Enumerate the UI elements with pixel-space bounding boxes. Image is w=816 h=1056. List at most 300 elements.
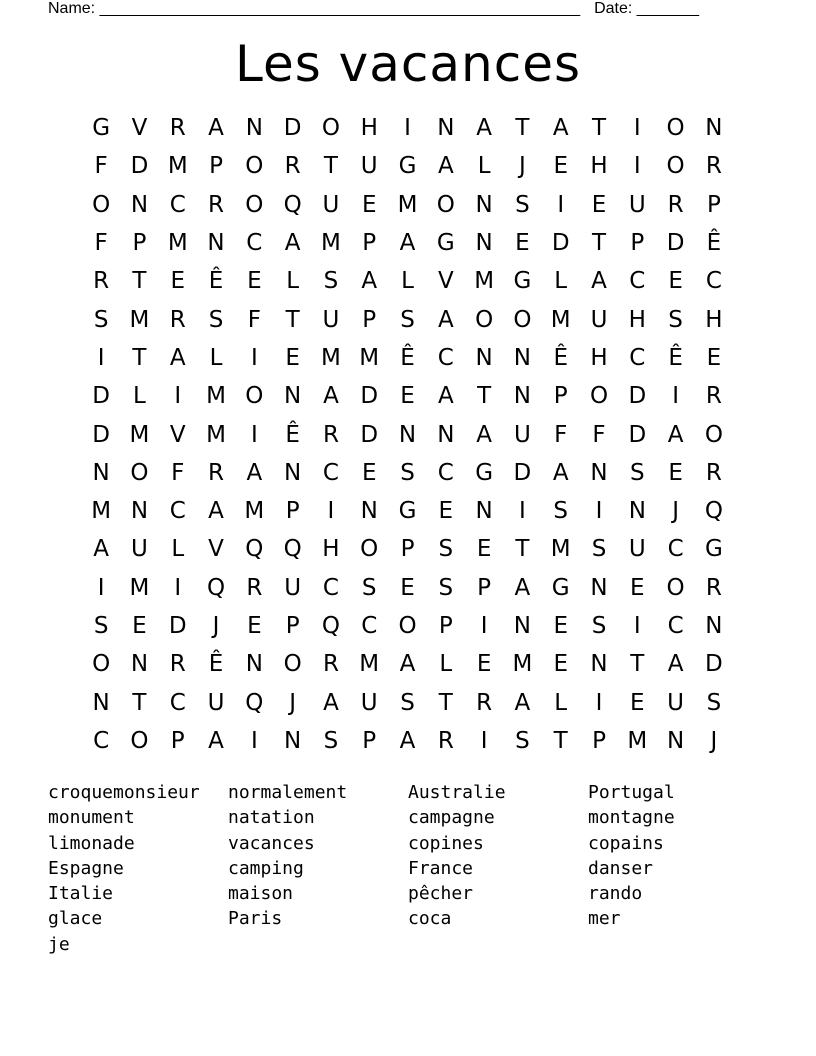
grid-letter: U <box>667 689 685 716</box>
header <box>48 0 699 18</box>
grid-letter: G <box>704 536 723 563</box>
grid-letter: R <box>476 689 493 716</box>
grid-letter: A <box>284 230 301 257</box>
grid-letter: U <box>131 536 148 563</box>
grid-letter: O <box>130 459 149 486</box>
grid-letter: Ê <box>285 421 300 448</box>
word-list-item: monument <box>48 807 135 829</box>
grid-letter: P <box>209 153 223 180</box>
grid-letter: O <box>130 727 149 754</box>
word-list-item: montagne <box>588 807 675 829</box>
grid-letter: A <box>93 536 110 563</box>
grid-letter: N <box>513 613 532 639</box>
grid-letter: T <box>553 727 568 754</box>
grid-letter: N <box>590 459 608 486</box>
grid-letter: N <box>284 727 302 754</box>
grid-letter: M <box>397 191 418 218</box>
grid-letter: U <box>284 574 302 601</box>
grid-letter: P <box>285 613 300 639</box>
grid-letter: D <box>283 115 302 142</box>
grid-letter: N <box>130 191 149 218</box>
grid-letter: A <box>514 689 531 716</box>
word-list-item: Espagne <box>48 857 124 879</box>
grid-letter: S <box>93 306 109 333</box>
grid-letter: L <box>477 153 491 180</box>
grid-letter: U <box>322 191 340 218</box>
grid-letter: H <box>322 536 340 563</box>
grid-letter: Ê <box>208 651 224 678</box>
grid-letter: R <box>322 651 339 678</box>
grid-letter: R <box>322 421 339 448</box>
grid-letter: E <box>668 268 683 295</box>
word-list-item: vacances <box>228 832 315 854</box>
grid-letter: A <box>476 421 492 448</box>
grid-letter: U <box>590 306 608 333</box>
grid-letter: N <box>513 344 532 371</box>
grid-letter: R <box>705 383 722 410</box>
page-title: Les vacances <box>234 35 582 93</box>
grid-letter: S <box>706 689 722 716</box>
grid-letter: Q <box>704 498 723 525</box>
grid-letter: E <box>476 536 492 563</box>
grid-letter: U <box>322 306 340 333</box>
grid-letter: C <box>629 268 646 295</box>
grid-letter: R <box>667 191 684 218</box>
grid-letter: A <box>208 115 224 142</box>
grid-letter: P <box>132 230 147 257</box>
grid-letter: E <box>553 613 568 639</box>
grid-letter: E <box>361 191 377 218</box>
grid-letter: G <box>513 268 532 295</box>
grid-letter: C <box>169 498 186 525</box>
grid-letter: N <box>92 459 110 486</box>
grid-letter: P <box>400 536 415 563</box>
grid-letter: V <box>131 115 148 142</box>
grid-letter: H <box>705 306 723 333</box>
grid-letter: S <box>400 459 415 486</box>
grid-letter: E <box>361 459 377 486</box>
grid-letter: E <box>170 268 186 295</box>
grid-letter: S <box>400 306 415 333</box>
grid-letter: M <box>627 727 648 754</box>
grid-letter: C <box>246 230 263 257</box>
grid-letter: M <box>550 306 571 333</box>
grid-letter: T <box>323 153 338 180</box>
grid-letter: Q <box>206 574 226 601</box>
grid-letter: A <box>476 115 492 142</box>
grid-letter: H <box>590 344 608 371</box>
grid-letter: G <box>436 230 455 257</box>
grid-letter: L <box>401 268 414 295</box>
grid-letter: M <box>512 651 533 678</box>
grid-letter: L <box>286 268 300 295</box>
grid-letter: N <box>437 115 455 142</box>
grid-letter: P <box>630 230 645 257</box>
grid-letter: S <box>630 459 645 486</box>
grid-letter: A <box>437 306 454 333</box>
grid-letter: I <box>633 115 641 142</box>
grid-letter: U <box>513 421 531 448</box>
grid-letter: E <box>400 383 415 410</box>
grid-letter: A <box>208 727 224 754</box>
grid-letter: G <box>398 153 417 180</box>
grid-letter: J <box>289 689 297 716</box>
grid-letter: D <box>360 421 379 448</box>
grid-letter: S <box>93 613 109 639</box>
word-list-item: Portugal <box>588 782 675 803</box>
grid-letter: M <box>129 574 150 601</box>
grid-letter: T <box>591 115 607 142</box>
grid-letter: N <box>245 115 263 142</box>
grid-letter: U <box>207 689 225 716</box>
grid-letter: L <box>171 536 185 563</box>
grid-letter: M <box>359 344 380 371</box>
grid-letter: C <box>667 613 684 639</box>
grid-letter: P <box>285 498 300 525</box>
grid-letter: S <box>591 536 607 563</box>
word-list-item: croquemonsieur <box>48 782 200 803</box>
grid-letter: S <box>400 689 415 716</box>
grid-letter: F <box>171 459 185 486</box>
word-list-item: maison <box>228 883 294 905</box>
grid-letter: L <box>209 344 223 371</box>
grid-letter: A <box>208 498 224 525</box>
grid-letter: N <box>590 651 608 678</box>
grid-letter: N <box>628 498 646 525</box>
grid-letter: N <box>475 191 493 218</box>
grid-letter: N <box>398 421 417 448</box>
grid-letter: N <box>130 498 149 525</box>
grid-letter: A <box>361 268 378 295</box>
grid-letter: R <box>169 306 186 333</box>
grid-letter: F <box>94 153 108 180</box>
grid-letter: V <box>208 536 224 563</box>
word-list-item: natation <box>228 807 315 829</box>
grid-letter: H <box>360 115 378 142</box>
grid-letter: P <box>706 191 721 218</box>
grid-letter: D <box>513 459 532 486</box>
grid-letter: T <box>515 115 530 142</box>
grid-letter: Q <box>283 536 302 563</box>
grid-letter: T <box>477 383 492 410</box>
grid-letter: R <box>705 153 722 180</box>
grid-letter: I <box>595 689 603 716</box>
grid-letter: L <box>133 383 146 410</box>
grid-letter: R <box>437 727 454 754</box>
grid-letter: D <box>666 230 685 257</box>
grid-letter: P <box>362 306 377 333</box>
grid-letter: A <box>591 268 607 295</box>
grid-letter: Ê <box>668 344 683 371</box>
grid-letter: O <box>513 306 532 333</box>
grid-letter: O <box>589 383 609 410</box>
grid-letter: I <box>480 613 488 639</box>
grid-letter: C <box>361 613 378 639</box>
grid-letter: G <box>551 574 570 601</box>
grid-letter: R <box>705 574 722 601</box>
grid-letter: N <box>475 344 493 371</box>
grid-letter: N <box>207 230 225 257</box>
grid-letter: I <box>250 421 258 448</box>
grid-letter: C <box>437 459 454 486</box>
grid-letter: S <box>591 613 607 639</box>
grid-letter: U <box>628 536 646 563</box>
grid-letter: A <box>399 727 416 754</box>
grid-letter: A <box>323 383 339 410</box>
grid-letter: M <box>206 383 226 410</box>
grid-letter: E <box>553 153 568 180</box>
grid-letter: M <box>550 536 571 563</box>
grid-letter: R <box>208 191 225 218</box>
word-list-item: camping <box>228 857 304 879</box>
grid-letter: E <box>591 191 607 218</box>
grid-letter: E <box>400 574 415 601</box>
word-list-item: coca <box>408 908 452 930</box>
grid-letter: A <box>169 344 186 371</box>
word-list-item: normalement <box>228 782 348 803</box>
grid-letter: E <box>515 230 530 257</box>
date-field: Date: _______ <box>594 0 700 17</box>
grid-letter: E <box>438 498 454 525</box>
grid-letter: V <box>169 421 186 448</box>
grid-letter: T <box>630 651 645 678</box>
grid-letter: R <box>208 459 225 486</box>
grid-letter: T <box>132 344 147 371</box>
word-list-item: pêcher <box>408 883 474 905</box>
grid-letter: U <box>628 191 646 218</box>
grid-letter: D <box>551 230 570 257</box>
grid-letter: I <box>672 383 679 410</box>
grid-letter: E <box>247 613 262 639</box>
grid-letter: N <box>130 651 149 678</box>
grid-letter: J <box>519 153 526 180</box>
grid-letter: O <box>321 115 340 142</box>
grid-letter: T <box>132 268 147 295</box>
grid-letter: N <box>475 498 493 525</box>
grid-letter: E <box>476 651 492 678</box>
grid-letter: M <box>129 421 150 448</box>
grid-letter: F <box>554 421 568 448</box>
grid-letter: R <box>93 268 110 295</box>
grid-letter: M <box>129 306 150 333</box>
grid-letter: P <box>362 727 377 754</box>
grid-letter: I <box>97 574 105 601</box>
grid-letter: P <box>362 230 377 257</box>
grid-letter: T <box>285 306 300 333</box>
grid-letter: Q <box>245 689 264 716</box>
grid-letter: T <box>132 689 147 716</box>
grid-letter: A <box>552 459 569 486</box>
word-list-item: rando <box>588 883 643 905</box>
grid-letter: F <box>247 306 261 333</box>
grid-letter: O <box>245 153 264 180</box>
grid-letter: E <box>132 613 147 639</box>
grid-letter: L <box>554 689 568 716</box>
grid-letter: L <box>439 651 453 678</box>
grid-letter: U <box>360 153 378 180</box>
grid-letter: S <box>323 268 339 295</box>
grid-letter: D <box>92 421 110 448</box>
word-list-item: copains <box>588 832 664 854</box>
grid-letter: N <box>705 115 723 142</box>
word-list-item: je <box>48 933 70 955</box>
name-field: Name: ______________________________________________________ <box>48 0 581 17</box>
grid-letter: G <box>92 115 111 142</box>
grid-letter: N <box>92 689 110 716</box>
grid-letter: E <box>247 268 262 295</box>
grid-letter: M <box>474 268 495 295</box>
grid-letter: Q <box>245 536 264 563</box>
grid-letter: I <box>327 498 335 525</box>
grid-letter: G <box>475 459 494 486</box>
grid-letter: N <box>284 383 302 410</box>
grid-letter: L <box>554 268 568 295</box>
grid-letter: J <box>710 727 718 754</box>
grid-letter: E <box>630 574 645 601</box>
grid-letter: P <box>170 727 185 754</box>
grid-letter: E <box>668 459 683 486</box>
grid-letter: C <box>437 344 454 371</box>
word-list-item: danser <box>588 857 654 879</box>
grid-letter: S <box>361 574 377 601</box>
grid-letter: P <box>438 613 453 639</box>
grid-letter: O <box>666 115 685 142</box>
grid-letter: I <box>519 498 526 525</box>
grid-letter: P <box>477 574 492 601</box>
grid-letter: C <box>667 536 684 563</box>
grid-letter: D <box>628 383 647 410</box>
grid-letter: C <box>93 727 110 754</box>
grid-letter: I <box>404 115 411 142</box>
grid-letter: M <box>359 651 380 678</box>
grid-letter: C <box>169 689 186 716</box>
grid-letter: O <box>475 306 494 333</box>
grid-letter: N <box>666 727 685 754</box>
word-list-item: mer <box>588 908 621 930</box>
grid-letter: A <box>514 574 531 601</box>
grid-letter: S <box>438 574 454 601</box>
grid-letter: O <box>436 191 455 218</box>
grid-letter: C <box>169 191 186 218</box>
grid-letter: O <box>360 536 379 563</box>
grid-letter: Ê <box>706 230 722 257</box>
grid-letter: Q <box>283 191 302 218</box>
grid-letter: T <box>515 536 530 563</box>
grid-letter: I <box>633 153 641 180</box>
grid-letter: E <box>706 344 722 371</box>
grid-letter: I <box>97 344 105 371</box>
grid-letter: N <box>705 613 723 639</box>
grid-letter: O <box>666 574 685 601</box>
grid-letter: I <box>174 574 182 601</box>
grid-letter: C <box>322 574 339 601</box>
grid-letter: M <box>167 230 188 257</box>
grid-letter: S <box>438 536 454 563</box>
grid-letter: D <box>130 153 149 180</box>
grid-letter: A <box>552 115 569 142</box>
grid-letter: A <box>437 383 454 410</box>
grid-letter: Ê <box>400 344 415 371</box>
grid-letter: C <box>705 268 722 295</box>
grid-letter: O <box>245 383 264 410</box>
grid-letter: M <box>244 498 265 525</box>
grid-letter: A <box>667 421 684 448</box>
grid-letter: D <box>92 383 110 410</box>
grid-letter: R <box>705 459 722 486</box>
grid-letter: R <box>246 574 263 601</box>
grid-letter: D <box>168 613 187 639</box>
grid-letter: A <box>437 153 454 180</box>
letter-grid <box>82 109 734 760</box>
grid-letter: R <box>284 153 301 180</box>
word-list <box>48 780 768 957</box>
grid-letter: V <box>437 268 454 295</box>
grid-letter: G <box>398 498 417 525</box>
grid-letter: M <box>206 421 226 448</box>
grid-letter: O <box>245 191 264 218</box>
grid-letter: H <box>628 306 646 333</box>
grid-letter: T <box>591 230 607 257</box>
grid-letter: S <box>323 727 339 754</box>
word-list-item: glace <box>48 908 103 930</box>
grid-letter: A <box>399 230 416 257</box>
grid-letter: C <box>629 344 646 371</box>
grid-letter: N <box>437 421 455 448</box>
grid-letter: I <box>250 727 258 754</box>
grid-letter: P <box>592 727 606 754</box>
grid-letter: D <box>360 383 379 410</box>
grid-letter: M <box>91 498 112 525</box>
word-list-item: Australie <box>408 782 506 803</box>
grid-letter: A <box>399 651 416 678</box>
word-list-item: campagne <box>408 807 495 829</box>
grid-letter: S <box>515 191 530 218</box>
grid-letter: O <box>92 191 111 218</box>
word-list-item: copines <box>408 832 484 854</box>
grid-letter: E <box>553 651 568 678</box>
grid-letter: N <box>513 383 532 410</box>
grid-letter: I <box>480 727 488 754</box>
grid-letter: A <box>323 689 339 716</box>
grid-letter: S <box>553 498 569 525</box>
grid-letter: Ê <box>553 344 568 371</box>
grid-letter: M <box>167 153 188 180</box>
grid-letter: E <box>285 344 300 371</box>
grid-letter: M <box>321 344 341 371</box>
word-list-item: France <box>408 857 474 879</box>
grid-letter: I <box>174 383 182 410</box>
grid-letter: N <box>284 459 302 486</box>
grid-letter: J <box>212 613 220 639</box>
grid-letter: C <box>322 459 339 486</box>
grid-letter: F <box>94 230 108 257</box>
grid-letter: N <box>475 230 493 257</box>
grid-letter: Q <box>321 613 340 639</box>
grid-letter: O <box>704 421 723 448</box>
grid-letter: P <box>553 383 568 410</box>
grid-letter: A <box>246 459 263 486</box>
word-list-item: Paris <box>228 908 283 930</box>
word-list-item: limonade <box>48 832 135 854</box>
grid-letter: O <box>283 651 302 678</box>
grid-letter: O <box>92 651 111 678</box>
grid-letter: M <box>321 230 341 257</box>
grid-letter: I <box>595 498 603 525</box>
grid-letter: J <box>672 498 679 525</box>
grid-letter: N <box>245 651 263 678</box>
grid-letter: T <box>438 689 453 716</box>
grid-letter: N <box>360 498 378 525</box>
